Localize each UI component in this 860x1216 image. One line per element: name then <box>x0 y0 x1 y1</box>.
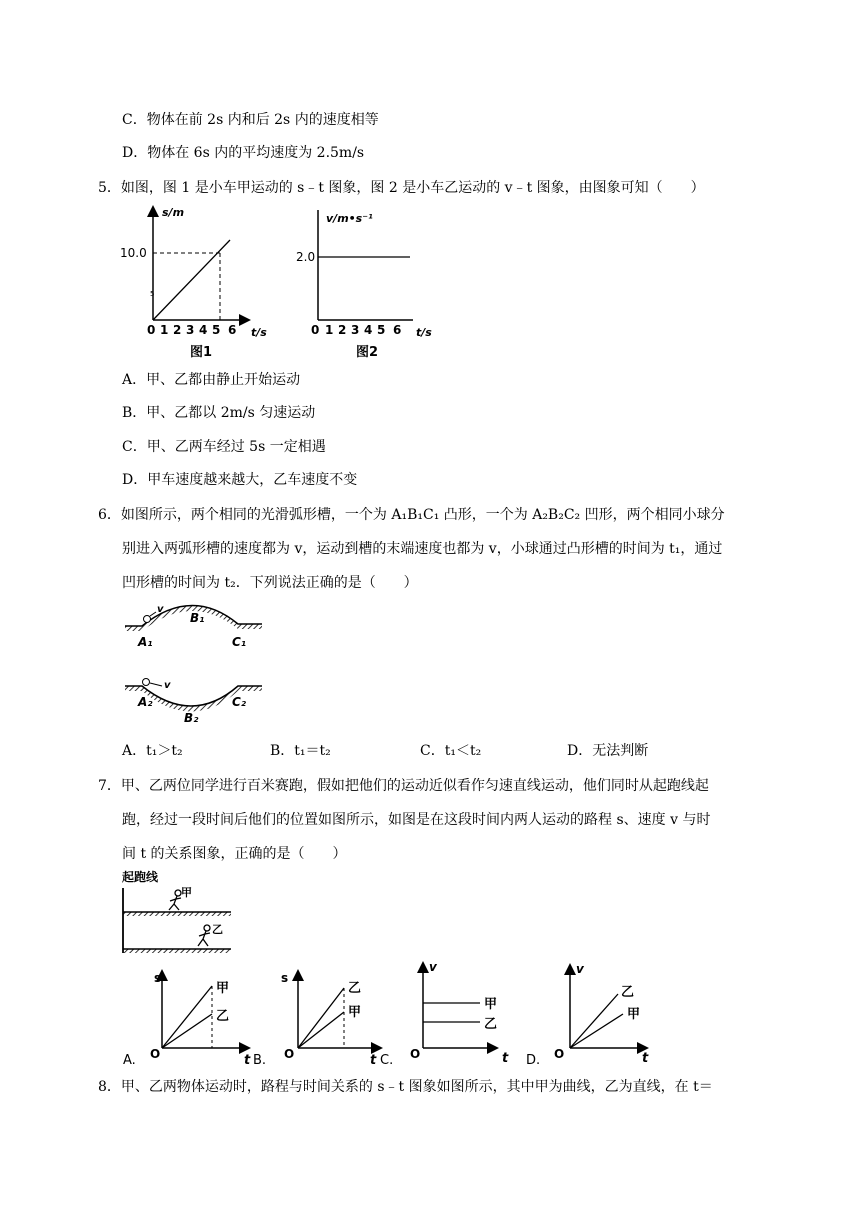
q6-concave-track <box>125 679 262 726</box>
q7-start-line-label: 起跑线 <box>122 870 159 884</box>
q7-graph-a-ylabel: s <box>154 971 162 985</box>
q7-graph-b-xlabel: t <box>370 1053 377 1068</box>
q5-fig2-tick: 6 <box>393 323 402 337</box>
q4-option-c: C．物体在前 2s 内和后 2s 内的速度相等 <box>122 112 379 128</box>
q6-option-b: B．t₁＝t₂ <box>270 743 331 759</box>
q5-stem: 5．如图，图 1 是小车甲运动的 s﹣t 图象，图 2 是小车乙运动的 v﹣t 图象，由图象可知（ ） <box>98 180 705 196</box>
q7-graph-a <box>123 971 251 1068</box>
q7-graph-d-origin: O <box>554 1047 565 1061</box>
q6-option-c: C．t₁＜t₂ <box>420 743 482 759</box>
q5-fig1-tick: 3 <box>186 323 195 337</box>
q7-graph-d-ylabel: v <box>576 962 584 976</box>
q5-fig2-tick: 5 <box>377 323 386 337</box>
q4-option-d: D．物体在 6s 内的平均速度为 2.5m/s <box>122 145 365 161</box>
q7-graph-d-lower: 甲 <box>627 1007 641 1022</box>
q7-graph-c-lower: 乙 <box>484 1017 498 1032</box>
q5-fig1 <box>120 206 267 360</box>
q5-fig2-origin: 0 <box>311 323 320 337</box>
q7-graph-a-xlabel: t <box>244 1053 251 1068</box>
q5-fig1-small-tick: 5 <box>150 290 155 298</box>
q5-fig1-xlabel: t/s <box>251 326 267 339</box>
q7-graph-d-xlabel: t <box>642 1051 649 1066</box>
q5-fig2-ymark: 2.0 <box>296 250 316 264</box>
q5-fig2-caption: 图2 <box>356 345 379 360</box>
q6-stem-line2: 别进入两弧形槽的速度都为 v，运动到槽的末端速度也都为 v，小球通过凸形槽的时间为 t₁，通过 <box>122 541 723 557</box>
q7-graph-c-letter: C. <box>380 1053 394 1068</box>
runner-icon <box>198 925 210 946</box>
q7-graph-a-origin: O <box>150 1047 161 1061</box>
q7-graph-b-letter: B. <box>253 1053 267 1068</box>
q7-graph-c-origin: O <box>410 1047 421 1061</box>
q6-b1: B₁ <box>190 611 205 625</box>
q5-fig2-tick: 1 <box>325 323 334 337</box>
q5-fig2-tick: 3 <box>351 323 360 337</box>
q7-graph-c-xlabel: t <box>502 1051 509 1066</box>
q7-graph-b-ylabel: s <box>281 971 289 985</box>
q5-fig1-ylabel: s/m <box>162 206 185 219</box>
q5-fig1-tick: 5 <box>212 323 221 337</box>
q7-option-graphs <box>118 958 758 1068</box>
q7-graph-a-lower: 乙 <box>216 1009 230 1024</box>
q5-fig1-origin: 0 <box>147 323 156 337</box>
q7-graph-b <box>253 971 380 1068</box>
q5-option-d: D．甲车速度越来越大，乙车速度不变 <box>122 472 358 488</box>
q6-ball-bottom <box>143 679 150 686</box>
q5-fig2 <box>296 210 432 360</box>
q5-figures <box>118 200 458 365</box>
q7-graph-b-lower: 甲 <box>348 1005 362 1020</box>
q7-graph-b-upper: 乙 <box>348 981 362 996</box>
q5-fig2-tick: 4 <box>364 323 373 337</box>
q7-graph-c <box>380 960 509 1068</box>
q7-graph-a-upper: 甲 <box>216 981 230 996</box>
q7-stem-line2: 跑，经过一段时间后他们的位置如图所示，如图是在这段时间内两人运动的路程 s、速度 v 与时 <box>122 812 711 828</box>
q5-fig1-tick: 4 <box>199 323 208 337</box>
q7-graph-a-letter: A. <box>123 1053 136 1068</box>
q6-option-a: A．t₁＞t₂ <box>122 743 183 759</box>
q6-figure <box>120 598 270 728</box>
q6-a2: A₂ <box>138 695 153 709</box>
q6-stem-line3: 凹形槽的时间为 t₂．下列说法正确的是（ ） <box>122 575 418 591</box>
q6-convex-track <box>125 604 262 649</box>
q6-stem-line1: 6．如图所示，两个相同的光滑弧形槽，一个为 A₁B₁C₁ 凸形，一个为 A₂B₂C₂ 凹形，两个相同小球分 <box>98 507 725 523</box>
q7-runner-1-label: 甲 <box>181 886 192 899</box>
q5-option-a: A．甲、乙都由静止开始运动 <box>122 372 301 388</box>
q7-graph-d-letter: D. <box>526 1053 541 1068</box>
q6-a1: A₁ <box>138 635 153 649</box>
q6-ball-top <box>144 616 151 623</box>
q5-option-c: C．甲、乙两车经过 5s 一定相遇 <box>122 439 326 455</box>
q5-fig1-tick: 1 <box>160 323 169 337</box>
q7-stem-line3: 间 t 的关系图象，正确的是（ ） <box>122 846 347 862</box>
q6-v-top: v <box>157 604 164 615</box>
q5-fig1-tick: 2 <box>173 323 182 337</box>
q7-runner-2-label: 乙 <box>212 923 223 936</box>
q6-v-bottom: v <box>164 680 171 691</box>
q5-fig1-caption: 图1 <box>190 345 213 360</box>
q7-graph-d-upper: 乙 <box>621 985 635 1000</box>
q6-option-d: D．无法判断 <box>567 743 649 759</box>
q5-fig1-ymark: 10.0 <box>120 246 147 260</box>
q8-stem: 8．甲、乙两物体运动时，路程与时间关系的 s﹣t 图象如图所示，其中甲为曲线，乙为直线，在 t＝ <box>98 1079 713 1095</box>
q7-track-figure <box>118 868 243 958</box>
q5-fig2-ylabel: v/m•s⁻¹ <box>326 212 373 225</box>
q7-graph-b-origin: O <box>284 1047 295 1061</box>
runner-icon <box>169 890 181 910</box>
q6-b2: B₂ <box>184 711 199 725</box>
q7-graph-c-upper: 甲 <box>484 997 498 1012</box>
q5-fig1-tick: 6 <box>228 323 237 337</box>
q5-option-b: B．甲、乙都以 2m/s 匀速运动 <box>122 405 316 421</box>
q6-c1: C₁ <box>232 635 247 649</box>
q6-c2: C₂ <box>232 695 247 709</box>
q7-stem-line1: 7．甲、乙两位同学进行百米赛跑，假如把他们的运动近似看作匀速直线运动，他们同时从起跑线起 <box>98 778 709 794</box>
q5-fig2-tick: 2 <box>338 323 347 337</box>
q7-graph-c-ylabel: v <box>429 960 437 974</box>
q7-graph-d <box>526 962 649 1068</box>
q5-fig2-xlabel: t/s <box>416 326 432 339</box>
